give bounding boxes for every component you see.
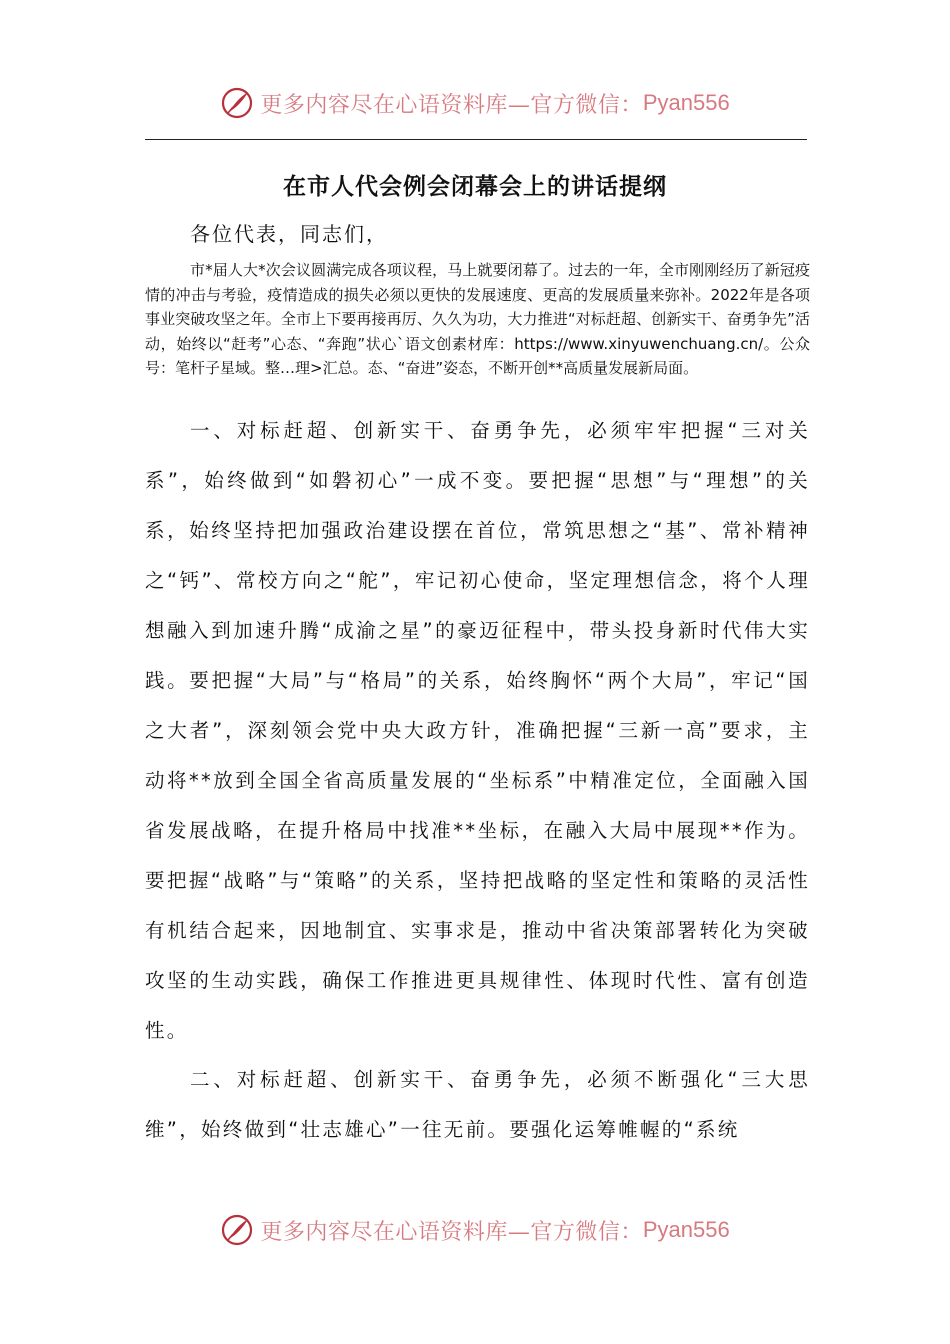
greeting: 各位代表，同志们， bbox=[190, 222, 388, 246]
document-title: 在市人代会例会闭幕会上的讲话提纲 bbox=[283, 174, 667, 200]
section-1-paragraph: 一、对标赶超、创新实干、奋勇争先，必须牢牢把握“三对关系”，始终做到“如磐初心”一成不变。要把握“思想”与“理想”的关系，始终坚持把加强政治建设摆在首位，常筑思想之“基”、常补精神之“钙”、常校方向之“舵”，牢记初心使命，坚定理想信念，将个人理想融入到加速升腾“成渝之星”的豪迈征程中，带头投身新时代伟大实践。要把握“大局”与“格局”的关系，始终胸怀“两个大局”，牢记“国之大者”，深刻领会党中央大政方针，准确把握“三新一高”要求，主动将**放到全国全省高质量发展的“坐标系”中精准定位，全面融入国省发展战略，在提升格局中找准**坐标，在融入大局中展现**作为。要把握“战略”与“策略”的关系，坚持把战略的坚定性和策略的灵活性有机结合起来，因地制宜、实事求是，推动中省决策部署转化为突破攻坚的生动实践，确保工作推进更具规律性、体现时代性、富有创造性。 bbox=[145, 419, 810, 1042]
watermark-footer bbox=[0, 1210, 950, 1250]
quill-logo-icon bbox=[220, 86, 254, 120]
watermark-text: 更多内容尽在心语资料库—官方微信： bbox=[260, 92, 643, 118]
quill-logo-icon bbox=[220, 1213, 254, 1247]
watermark-text: 更多内容尽在心语资料库—官方微信： bbox=[260, 1219, 643, 1245]
intro-paragraph: 市*届人大*次会议圆满完成各项议程，马上就要闭幕了。过去的一年，全市刚刚经历了新冠疫情的冲击与考验，疫情造成的损失必须以更快的发展速度、更高的发展质量来弥补。2022年是各项事业突破攻坚之年。全市上下要再接再厉、久久为功，大力推进“对标赶超、创新实干、奋勇争先”活动，始终以“赶考”心态、“奔跑”状心`语文创素材库：https://www.xinyuwenchuang.cn/。公众号：笔杆子星域。整…理>汇总。态、“奋进”姿态，不断开创**高质量发展新局面。 bbox=[145, 261, 810, 377]
watermark-header bbox=[0, 83, 950, 123]
watermark-wechat-id: Pyan556 bbox=[642, 1217, 730, 1242]
header-divider bbox=[145, 139, 807, 140]
section-2-paragraph: 二、对标赶超、创新实干、奋勇争先，必须不断强化“三大思维”，始终做到“壮志雄心”一往无前。要强化运筹帷幄的“系统 bbox=[145, 1068, 810, 1141]
watermark-wechat-id: Pyan556 bbox=[642, 90, 730, 115]
